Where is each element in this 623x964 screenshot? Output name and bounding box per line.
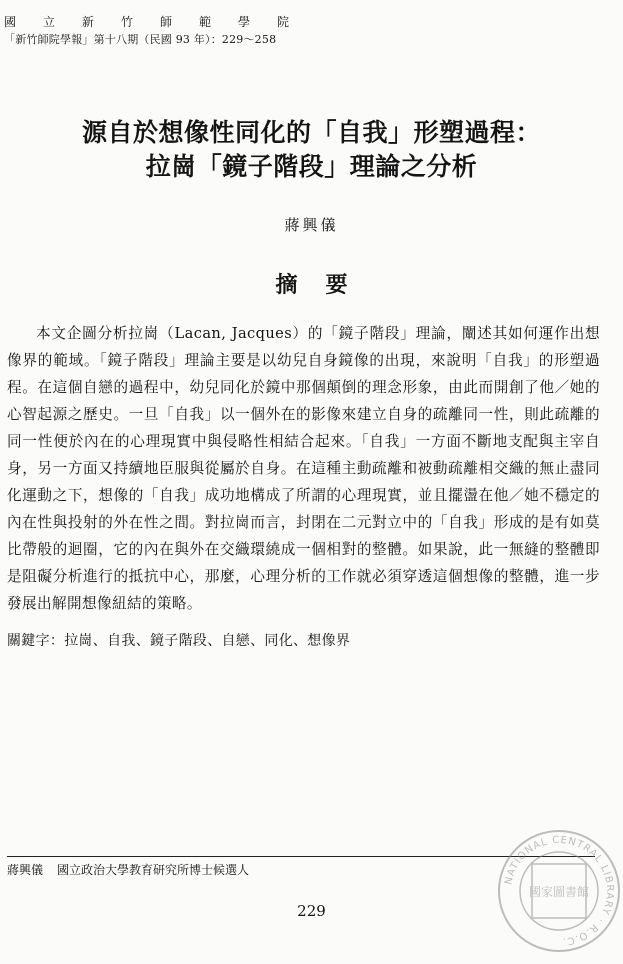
abstract-body: 本文企圖分析拉崗（Lacan, Jacques）的「鏡子階段」理論，闡述其如何運作出想像界的範域。「鏡子階段」理論主要是以幼兒自身鏡像的出現，來說明「自我」的形塑過程。在這個自戀的過程中，幼兒同化於鏡中那個顛倒的理念形象，由此而開創了他／她的心智起源之歷史。一旦「自我」以一個外在的影像來建立自身的疏離同一性，則此疏離的同一性便於內在的心理現實中與侵略性相結合起來。「自我」一方面不斷地支配與主宰自身，另一方面又持續地臣服與從屬於自身。在這種主動疏離和被動疏離相交織的無止盡同化運動之下，想像的「自我」成功地構成了所謂的心理現實，並且擺盪在他／她不穩定的內在性與投射的外在性之間。對拉崗而言，封閉在二元對立中的「自我」形成的是有如莫比帶般的迴圈，它的內在與外在交織環繞成一個相對的整體。如果說，此一無縫的整體即是阻礙分析進行的抵抗中心，那麼，心理分析的工作就必須穿透這個想像的整體，進一步發展出解開想像紐結的策略。 <box>7 325 600 612</box>
title-line-1: 源自於想像性同化的「自我」形塑過程： <box>81 118 541 147</box>
page-number: 229 <box>297 902 326 920</box>
abstract-heading: 摘要 <box>275 273 376 298</box>
journal-header <box>4 14 364 48</box>
svg-text:NATIONAL CENTRAL LIBRARY · R.O: NATIONAL CENTRAL LIBRARY · R.O.C. <box>503 834 616 947</box>
article-title <box>0 116 623 184</box>
footnote-affiliation: 國立政治大學教育研究所博士候選人 <box>57 863 250 877</box>
author-name: 蔣興儀 <box>284 216 339 234</box>
library-seal-icon <box>494 826 623 956</box>
title-line-2: 拉崗「鏡子階段」理論之分析 <box>145 152 478 181</box>
keywords: 關鍵字：拉崗、自我、鏡子階段、自戀、同化、想像界 <box>7 633 351 649</box>
issue-citation: 「新竹師院學報」第十八期（民國 93 年）：229～258 <box>4 33 277 46</box>
author-footnote <box>7 861 249 878</box>
svg-text:國家圖書館: 國家圖書館 <box>528 885 590 899</box>
journal-name: 國立新竹師範學院 <box>4 15 317 29</box>
footnote-author: 蔣興儀 <box>7 863 44 877</box>
